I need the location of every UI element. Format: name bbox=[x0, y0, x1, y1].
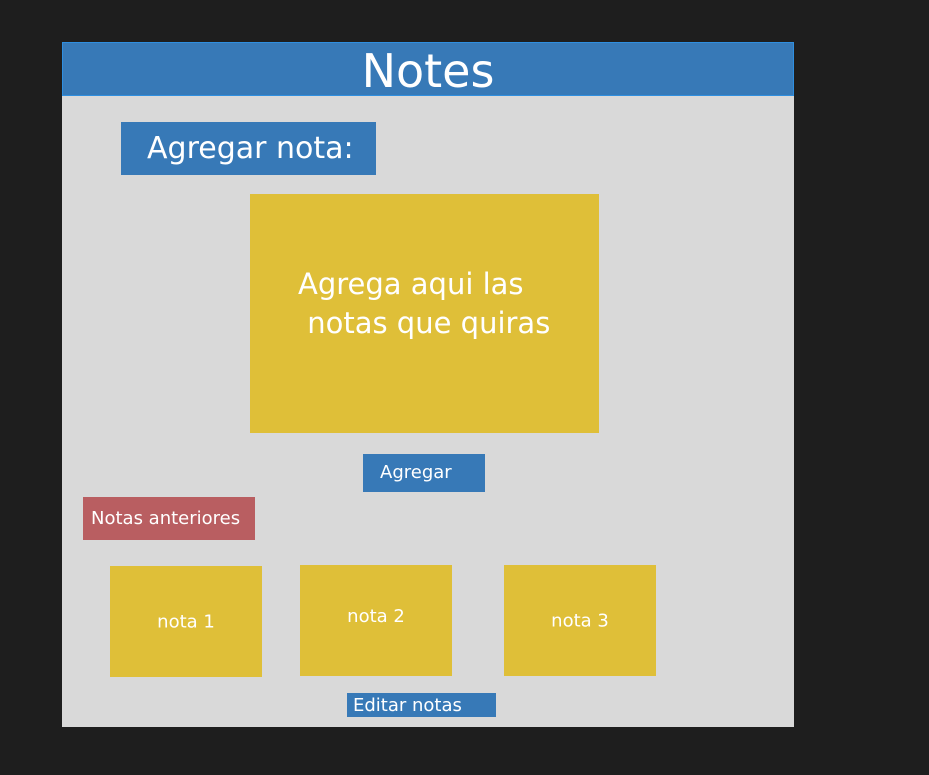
note-card-label: nota 2 bbox=[347, 605, 405, 627]
edit-notes-button[interactable]: Editar notas bbox=[347, 693, 496, 717]
note-card-label: nota 1 bbox=[157, 611, 215, 632]
notes-app-frame bbox=[62, 42, 794, 727]
note-card-2[interactable] bbox=[300, 565, 452, 676]
add-note-button[interactable]: Agregar bbox=[363, 454, 485, 492]
note-card-3[interactable] bbox=[504, 565, 656, 676]
add-note-label: Agregar nota: bbox=[121, 122, 376, 175]
app-title: Notes bbox=[361, 44, 495, 98]
note-card-1[interactable] bbox=[110, 566, 262, 677]
app-header bbox=[62, 42, 794, 96]
note-card-label: nota 3 bbox=[551, 610, 609, 631]
previous-notes-label: Notas anteriores bbox=[83, 497, 255, 540]
note-input-area[interactable]: Agrega aqui las notas que quiras bbox=[250, 194, 599, 433]
